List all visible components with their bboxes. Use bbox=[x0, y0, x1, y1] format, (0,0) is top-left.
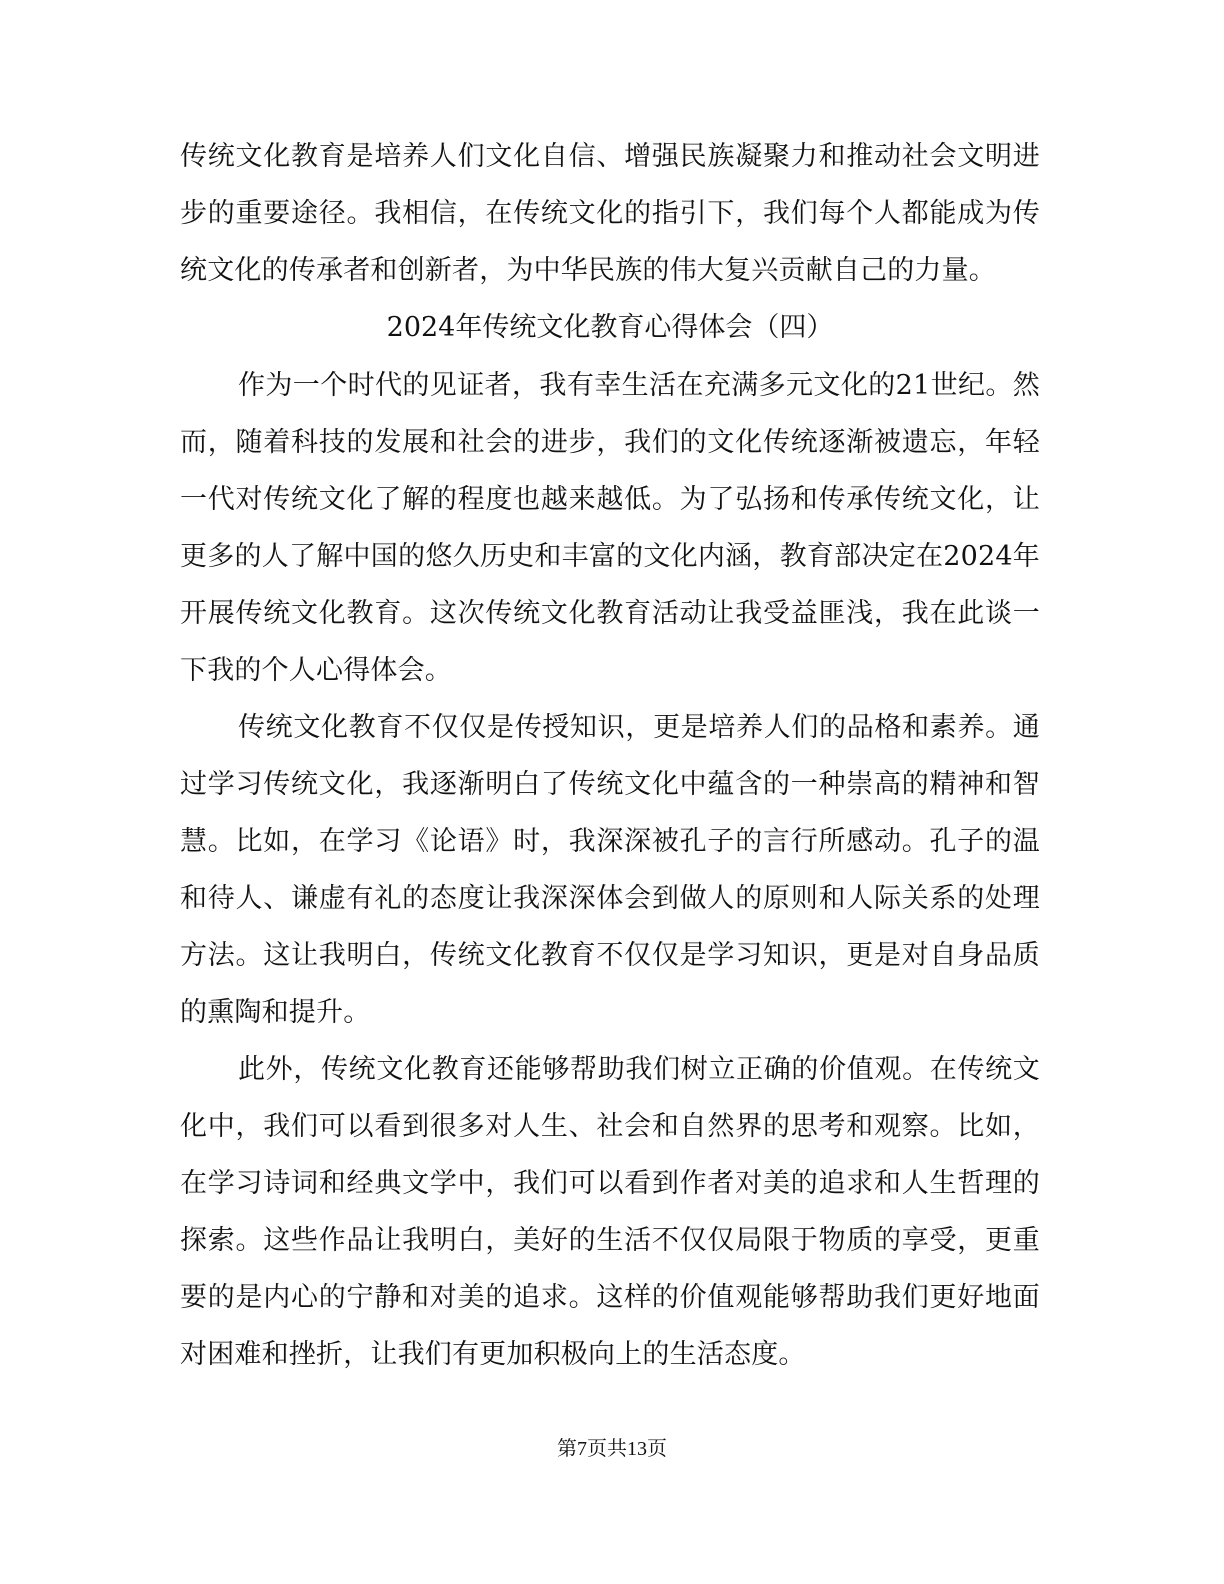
page-number-footer: 第7页共13页 bbox=[557, 1438, 667, 1460]
paragraph-3: 此外，传统文化教育还能够帮助我们树立正确的价值观。在传统文化中，我们可以看到很多对人生、社会和自然界的思考和观察。比如，在学习诗词和经典文学中，我们可以看到作者对美的追求和人生哲理的探索。这些作品让我明白，美好的生活不仅仅局限于物质的享受，更重要的是内心的宁静和对美的追求。这样的价值观能够帮助我们更好地面对困难和挫折，让我们有更加积极向上的生活态度。 bbox=[180, 1054, 1040, 1370]
paragraph-1: 作为一个时代的见证者，我有幸生活在充满多元文化的21世纪。然而，随着科技的发展和社会的进步，我们的文化传统逐渐被遗忘，年轻一代对传统文化了解的程度也越来越低。为了弘扬和传承传统文化，让更多的人了解中国的悠久历史和丰富的文化内涵，教育部决定在2024年开展传统文化教育。这次传统文化教育活动让我受益匪浅，我在此谈一下我的个人心得体会。 bbox=[180, 370, 1040, 686]
paragraph-continuation: 传统文化教育是培养人们文化自信、增强民族凝聚力和推动社会文明进步的重要途径。我相信，在传统文化的指引下，我们每个人都能成为传统文化的传承者和创新者，为中华民族的伟大复兴贡献自己的力量。 bbox=[180, 141, 1040, 286]
section-heading: 2024年传统文化教育心得体会（四） bbox=[386, 312, 834, 343]
document-body bbox=[180, 128, 1040, 1383]
paragraph-2: 传统文化教育不仅仅是传授知识，更是培养人们的品格和素养。通过学习传统文化，我逐渐明白了传统文化中蕴含的一种崇高的精神和智慧。比如，在学习《论语》时，我深深被孔子的言行所感动。孔子的温和待人、谦虚有礼的态度让我深深体会到做人的原则和人际关系的处理方法。这让我明白，传统文化教育不仅仅是学习知识，更是对自身品质的熏陶和提升。 bbox=[180, 712, 1040, 1028]
